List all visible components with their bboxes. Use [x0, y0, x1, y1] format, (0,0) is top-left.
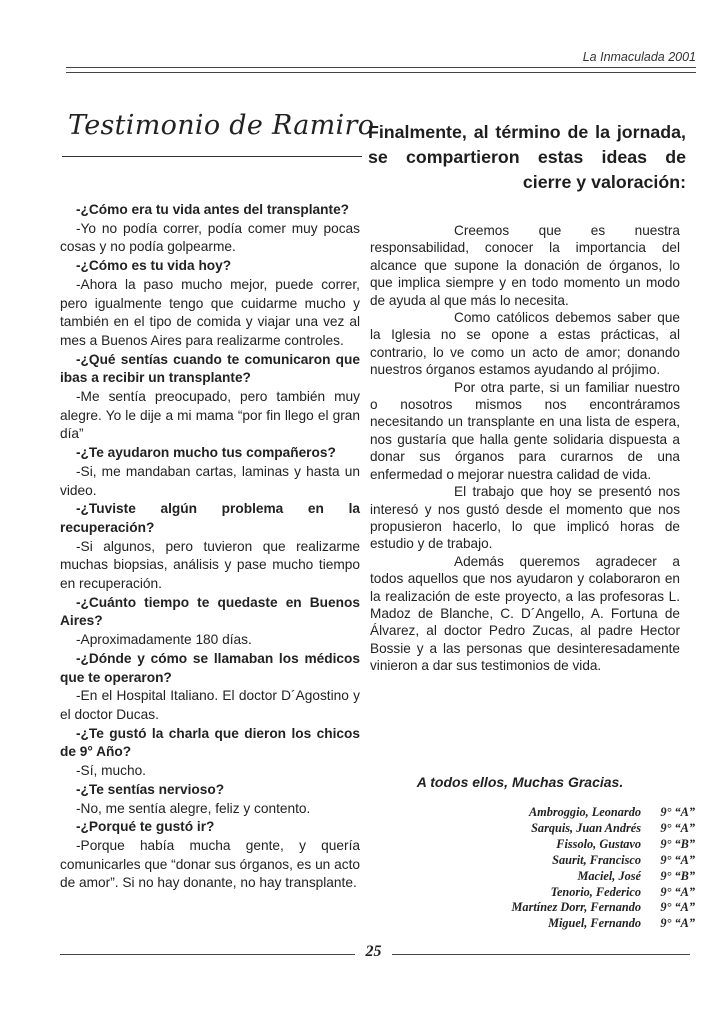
signatory-name: Saurit, Francisco [552, 852, 641, 867]
interview-question: -¿Qué sentías cuando te comunicaron que ibas a recibir un transplante? [60, 351, 360, 386]
signatory-name: Tenorio, Federico [550, 884, 641, 899]
interview-answer: -Yo no podía correr, podía comer muy pocas cosas y no podía golpearme. [60, 220, 360, 255]
header-rule-secondary [66, 72, 696, 73]
interview-question: -¿Dónde y cómo se llamaban los médicos que te operaron? [60, 650, 360, 685]
interview-answer: -Si, me mandaban cartas, laminas y hasta un video. [60, 463, 360, 498]
closing-paragraph: El trabajo que hoy se presentó nos interesó y nos gustó desde el momento que nos propusieron hacerlo, lo que implicó horas de estudio y de trabajo. [370, 484, 680, 552]
signatory-name: Fissolo, Gustavo [556, 836, 641, 851]
closing-text [370, 222, 680, 675]
signatory-row [440, 837, 695, 853]
signatory-grade: 9° “B” [660, 836, 695, 851]
closing-paragraph: Por otra parte, si un familiar nuestro o nosotros mismos nos encontráramos necesitando un transplante en una lista de espera, nos gustaría que halla gente solidaria dispuesta a donar sus órganos para curarnos de una enfermedad o mejorar nuestra calidad de vida. [370, 379, 680, 482]
interview-question: -¿Tuviste algún problema en la recuperación? [60, 501, 360, 535]
interview-answer: -Me sentía preocupado, pero también muy alegre. Yo le dije a mi mama “por fin llego el gran día” [60, 389, 360, 442]
header-rule [66, 67, 696, 68]
signatory-grade: 9° “A” [660, 820, 695, 835]
interview-question: -¿Te sentías nervioso? [76, 781, 225, 797]
publication-header: La Inmaculada 2001 [582, 50, 696, 64]
signatory-grade: 9° “A” [660, 805, 695, 819]
footer-rule-right [392, 954, 690, 955]
interview-question: -¿Cómo es tu vida hoy? [76, 258, 232, 274]
signatory-row [440, 885, 695, 901]
signatory-grade: 9° “B” [660, 868, 695, 883]
interview-answer: -En el Hospital Italiano. El doctor D´Agostino y el doctor Ducas. [60, 688, 360, 722]
interview-question: -¿Cómo era tu vida antes del transplante? [76, 202, 350, 217]
signatory-grade: 9° “A” [660, 884, 695, 899]
signatories-list [440, 805, 695, 932]
interview-question: -¿Porqué te gustó ir? [76, 819, 215, 835]
signatory-row [440, 900, 695, 916]
closing-paragraph: Como católicos debemos saber que la Iglesia no se opone a estas prácticas, al contrario, lo ve como un acto de amor; donando nuestros órganos estamos ayudando al prójimo. [370, 310, 680, 378]
interview-question: -¿Te ayudaron mucho tus compañeros? [76, 445, 336, 461]
signatory-grade: 9° “A” [660, 900, 695, 915]
signatory-name: Maciel, José [577, 868, 641, 883]
interview-column [60, 201, 360, 893]
interview-answer: -Ahora la paso mucho mejor, puede correr, pero igualmente tengo que cuidarme mucho y también en el tipo de comida y viajar una vez al mes a Buenos Aires para realizarme controles. [60, 276, 360, 348]
signatory-row [440, 916, 695, 932]
signatory-grade: 9° “A” [660, 916, 695, 931]
signatory-name: Miguel, Fernando [548, 916, 641, 931]
signatory-grade: 9° “A” [660, 852, 695, 867]
thanks-line: A todos ellos, Muchas Gracias. [416, 774, 624, 790]
closing-heading: Finalmente, al término de la jornada, se compartieron estas ideas de cierre y valoración: [368, 122, 686, 192]
closing-paragraph: Creemos que es nuestra responsabilidad, conocer la importancia del alcance que supone la donación de órganos, lo que implica siempre y en todo momento un modo de ayuda al que más lo necesita. [370, 223, 680, 308]
signatory-row [440, 821, 695, 837]
interview-answer: -Aproximadamente 180 días. [76, 632, 252, 648]
interview-answer: -No, me sentía alegre, feliz y contento. [76, 800, 311, 816]
article-title: Testimonio de Ramiro [68, 110, 375, 141]
signatory-row [440, 869, 695, 885]
interview-question: -¿Te gustó la charla que dieron los chicos de 9° Año? [60, 725, 360, 760]
signatory-name: Martínez Dorr, Fernando [511, 900, 641, 915]
closing-paragraph: Además queremos agradecer a todos aquellos que nos ayudaron y colaboraron en la realización de este proyecto, a las profesoras L. Madoz de Blanche, C. D´Angello, A. Fortuna de Álvarez, al doctor Pedro Zucas, al padre Hector Bossie y a las personas que desinteresadamente vinieron a dar sus testimonios de vida. [370, 553, 680, 674]
signatory-name: Sarquis, Juan Andrés [531, 820, 641, 835]
signatory-name: Ambroggio, Leonardo [528, 805, 641, 819]
signatory-row [440, 805, 695, 821]
footer-rule-left [60, 954, 355, 955]
interview-answer: -Sí, mucho. [76, 763, 146, 779]
title-underline [62, 156, 362, 157]
signatory-row [440, 853, 695, 869]
interview-question: -¿Cuánto tiempo te quedaste en Buenos Aires? [60, 594, 360, 629]
page-number: 25 [365, 943, 382, 960]
interview-answer: -Porque había mucha gente, y quería comunicarles que “donar sus órganos, es un acto de amor”. Si no hay donante, no hay transplante. [60, 837, 360, 891]
interview-answer: -Si algunos, pero tuvieron que realizarme muchas biopsias, análisis y pase mucho tiempo en recuperación. [60, 538, 360, 592]
